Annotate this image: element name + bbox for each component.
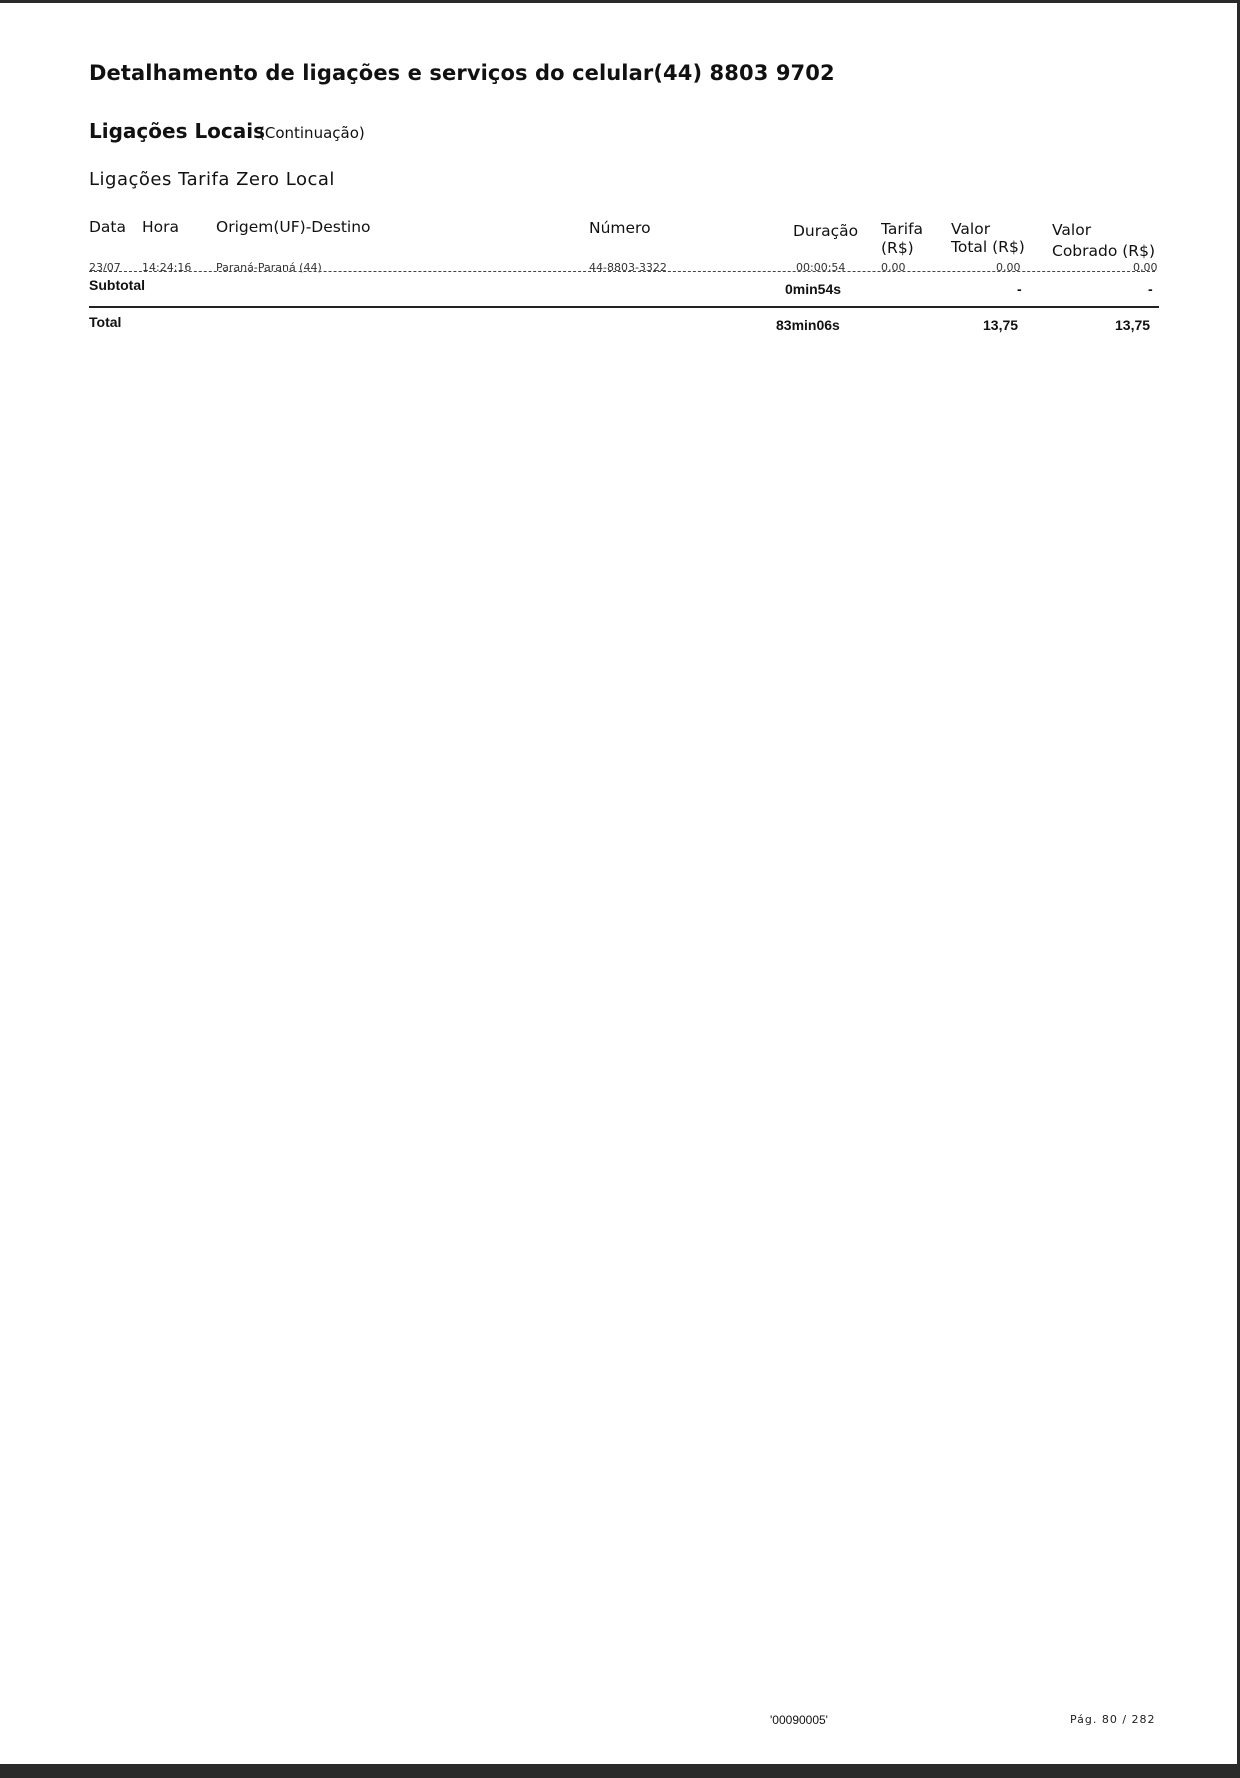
- col-header-hora: Hora: [142, 218, 180, 236]
- page-border-top: [0, 0, 1240, 3]
- cell-tarifa: 0,00: [881, 261, 906, 274]
- col-header-valor-cobrado: Valor: [1052, 221, 1092, 239]
- subtotal-duracao: 0min54s: [785, 281, 842, 297]
- total-valor-total: 13,75: [983, 317, 1019, 333]
- subtotal-valor-cobrado: -: [1148, 281, 1153, 297]
- col-header-origem: Origem(UF)-Destino: [216, 218, 371, 236]
- subsection-title: Ligações Tarifa Zero Local: [89, 169, 335, 190]
- cell-origem: Paraná-Paraná (44): [216, 261, 322, 274]
- page-title: Detalhamento de ligações e serviços do celular(44) 8803 9702: [89, 61, 835, 85]
- col-header-duracao: Duração: [793, 222, 859, 240]
- cell-hora: 14:24:16: [142, 261, 192, 274]
- col-header-tarifa: Tarifa: [881, 220, 924, 238]
- row-dotted-divider: [89, 271, 1155, 272]
- page-border-bottom: [0, 1764, 1240, 1778]
- col-header-valor-cobrado-unit: Cobrado (R$): [1052, 242, 1155, 260]
- cell-data: 23/07: [89, 261, 121, 274]
- cell-valor-cobrado: 0,00: [1133, 261, 1158, 274]
- col-header-valor-total: Valor: [951, 220, 991, 238]
- col-header-tarifa-unit: (R$): [881, 239, 914, 257]
- cell-valor-total: 0,00: [996, 261, 1021, 274]
- cell-duracao: 00:00:54: [796, 261, 846, 274]
- section-title: Ligações Locais: [89, 119, 266, 143]
- subtotal-valor-total: -: [1017, 281, 1022, 297]
- section-note: (Continuação): [259, 124, 365, 142]
- col-header-valor-total-unit: Total (R$): [951, 238, 1025, 256]
- total-divider: [89, 306, 1159, 308]
- cell-numero: 44-8803-3322: [589, 261, 667, 274]
- col-header-numero: Número: [589, 219, 651, 237]
- document-code: '00090005': [770, 1713, 828, 1727]
- col-header-data: Data: [89, 218, 127, 236]
- total-label: Total: [89, 314, 122, 330]
- total-duracao: 83min06s: [776, 317, 840, 333]
- page-number: Pág. 80 / 282: [1070, 1713, 1156, 1726]
- subtotal-label: Subtotal: [89, 277, 145, 293]
- total-valor-cobrado: 13,75: [1115, 317, 1151, 333]
